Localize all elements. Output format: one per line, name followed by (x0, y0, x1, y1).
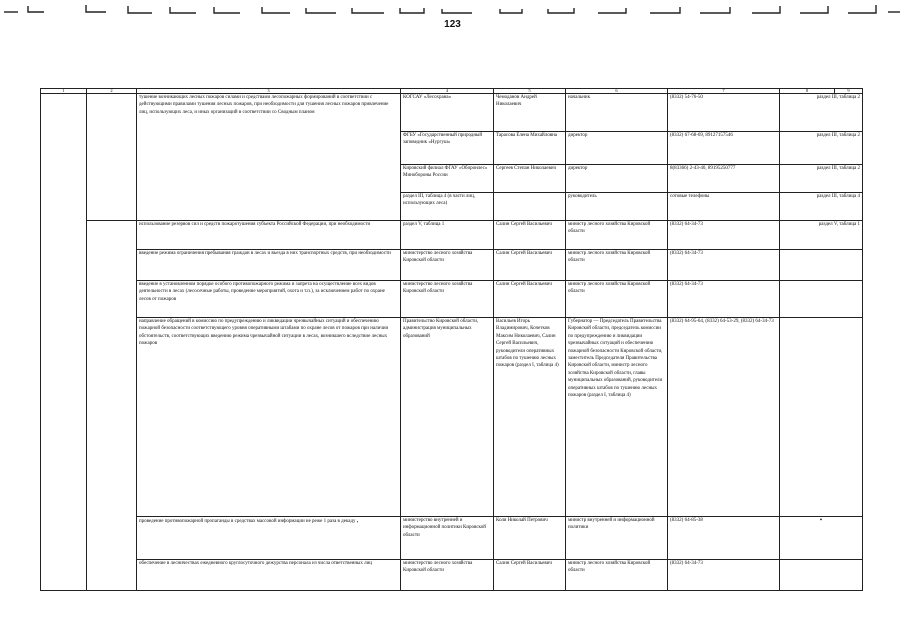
position-cell: министр внутренней и информационной политики (566, 517, 668, 560)
column-2-cell (87, 94, 137, 221)
measure-text: проведение противопожарной пропаганды в средствах массовой информации не реже 1 раза в декаду (139, 519, 356, 524)
position-cell: министр лесного хозяйства Кировской области (566, 250, 668, 281)
table-row (41, 221, 863, 250)
measure-cell: обеспечение в лесничествах ежедневного круглосуточного дежурства персонала из числа ответственных лиц (137, 560, 401, 591)
column-number: 5 (494, 89, 566, 94)
position-cell: начальник (566, 94, 668, 132)
position-cell: директор (566, 132, 668, 165)
position-cell: министр лесного хозяйства Кировской области (566, 221, 668, 250)
measure-cell: тушение возникающих лесных пожаров силами и средствами лесопожарных формирований в соответствии с действующими правилами тушения лесных пожаров, при необходимости для тушения лесных пожаров привлечение лиц, использующих леса, и иных организаций в соответствии со Сводным планом (137, 94, 401, 221)
phone-cell: (8332) 64-34-73 (668, 560, 780, 591)
column-number: 2 (87, 89, 137, 94)
phone-cell: (8332) 64-95-64, (8332) 64-53-29, (8332) 64-34-73 (668, 318, 780, 517)
phone-cell: (8332) 54-76-50 (668, 94, 780, 132)
position-cell: министр лесного хозяйства Кировской области (566, 560, 668, 591)
column-number: 8 (780, 89, 835, 94)
responsible-person-cell: Сергеев Степан Николаевич (494, 165, 566, 193)
measure-cell: введение в установленном порядке особого противопожарного режима и запрета на осуществление всех видов деятельности в лесах (лесосечные работы, проведение мероприятий, охота и т.п.), за исключением работ по охране лесов от пожаров (137, 281, 401, 318)
column-2-cell (87, 221, 137, 591)
table-row (41, 250, 863, 281)
phone-cell: (8332) 64-85-38 (668, 517, 780, 560)
responsible-person-cell: Тарасова Елена Михайловна (494, 132, 566, 165)
section-reference-cell (780, 517, 863, 560)
column-number: 6 (566, 89, 668, 94)
scan-mark: , (356, 516, 359, 524)
organization-cell: КОГСАУ «Лесохрана» (401, 94, 494, 132)
column-number: 1 (41, 89, 87, 94)
position-cell: Губернатор — Председатель Правительства Кировской области, председатель комиссии по предупреждению и ликвидации чрезвычайных ситуаций и обеспечению пожарной безопасности Кировской области, заместитель Председателя Правительства Кировской области, министр лесного хозяйства Кировской области, главы муниципальных образований, руководители оперативных штабов по тушению лесных пожаров (раздел I, таблица 4) (566, 318, 668, 517)
organization-cell: министерство внутренней и информационной политики Кировской области (401, 517, 494, 560)
organization-cell: министерство лесного хозяйства Кировской области (401, 560, 494, 591)
organization-cell: министерство лесного хозяйства Кировской области (401, 250, 494, 281)
table-row (41, 560, 863, 591)
responsible-person-cell: Салин Сергей Васильевич (494, 281, 566, 318)
section-reference-cell (780, 250, 863, 281)
section-reference-cell: раздел III, таблица 2 (780, 132, 863, 165)
organization-cell: ФГБУ «Государственный природный заповедник «Нургуш» (401, 132, 494, 165)
table-row (41, 318, 863, 517)
section-reference-cell (780, 281, 863, 318)
organization-cell: Кировский филиал ФГАУ «Оборонлес» Минобороны России (401, 165, 494, 193)
page-number: 123 (444, 19, 461, 30)
section-reference-cell: раздел III, таблица 4 (780, 193, 863, 221)
measure-cell: использование резервов сил и средств пожаротушения субъекта Российской Федерации, при необходимости (137, 221, 401, 250)
measure-cell: направление обращений в комиссию по предупреждению и ликвидации чрезвычайных ситуаций и обеспечению пожарной безопасности соответствующего уровня оперативными штабами по охране лесов от пожаров при наличии обстоятельств, соответствующих введению режима чрезвычайной ситуации в лесах, возникшего вследствие лесных пожаров (137, 318, 401, 517)
column-number: 9 (835, 89, 863, 94)
responsible-person-cell: Салин Сергей Васильевич (494, 221, 566, 250)
column-number: 3 (137, 89, 401, 94)
phone-cell: (8332) 64-34-73 (668, 250, 780, 281)
phone-cell: (8332) 64-34-73 (668, 281, 780, 318)
phone-cell: (8332) 67-68-69, 89127157546 (668, 132, 780, 165)
column-number: 7 (668, 89, 780, 94)
responsible-person-cell: Васильев Игорь Владимирович, Кочетков Максим Николаевич, Салин Сергей Васильевич, руководители оперативных штабов по тушению лесных пожаров (раздел I, таблица 4) (494, 318, 566, 517)
phone-cell: 8(83366) 2-43-40, 89195250777 (668, 165, 780, 193)
position-cell: директор (566, 165, 668, 193)
organization-cell: Правительство Кировской области, администрация муниципальных образований (401, 318, 494, 517)
phone-cell: сотовые телефоны (668, 193, 780, 221)
column-number: 4 (401, 89, 494, 94)
table-row (41, 94, 863, 132)
organization-cell: министерство лесного хозяйства Кировской области (401, 281, 494, 318)
responsible-person-cell: Чемоданов Андрей Николаевич (494, 94, 566, 132)
responsible-person-cell: Коля Николай Петрович (494, 517, 566, 560)
measure-cell (137, 517, 401, 560)
section-reference-cell: раздел V, таблица 1 (780, 221, 863, 250)
responsible-person-cell: Салин Сергей Васильевич (494, 560, 566, 591)
scan-mark: • (819, 516, 823, 524)
responsible-person-cell (494, 193, 566, 221)
position-cell: министр лесного хозяйства Кировской области (566, 281, 668, 318)
organization-cell: раздел III, таблица 4 (в части лиц, использующих леса) (401, 193, 494, 221)
column-1-cell (41, 94, 87, 591)
section-reference-cell (780, 318, 863, 517)
measures-table (40, 88, 863, 591)
measure-cell: введение режима ограничения пребывания граждан в лесах и въезда в них транспортных средств, при необходимости (137, 250, 401, 281)
organization-cell: раздел V, таблица 1 (401, 221, 494, 250)
responsible-person-cell: Салин Сергей Васильевич (494, 250, 566, 281)
position-cell: руководитель (566, 193, 668, 221)
phone-cell: (8332) 64-34-73 (668, 221, 780, 250)
table-row (41, 281, 863, 318)
table-row (41, 517, 863, 560)
section-reference-cell: раздел III, таблица 2 (780, 94, 863, 132)
section-reference-cell (780, 560, 863, 591)
section-reference-cell: раздел III, таблица 2 (780, 165, 863, 193)
